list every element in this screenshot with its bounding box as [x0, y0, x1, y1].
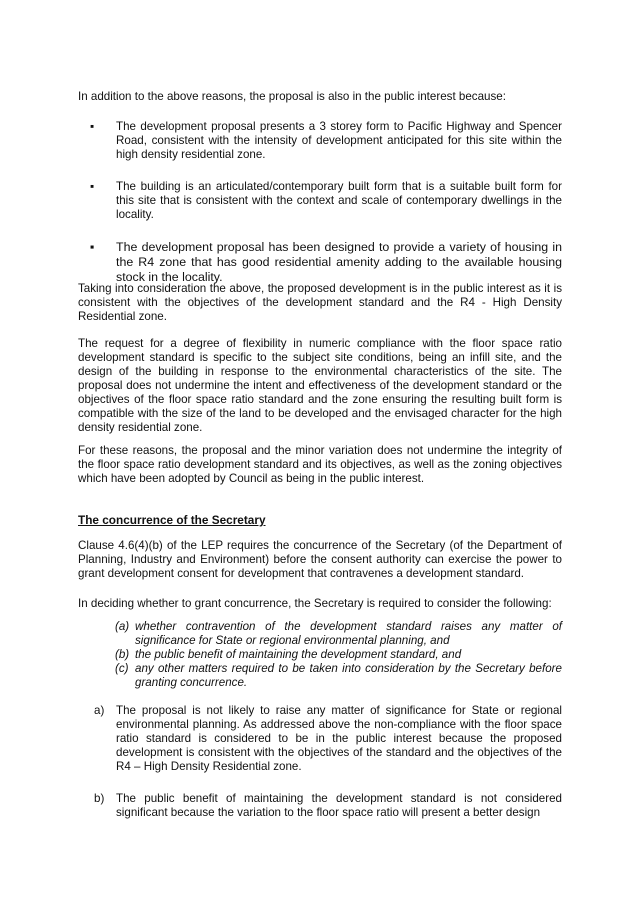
paragraph-flexibility-request: The request for a degree of flexibility in numeric compliance with the floor space ratio development standard is specific to the subject site conditions, being an infill site, and the design of the building in response to the environmental characteristics of the site. The proposal does not undermine the intent and effectiveness of the development standard or the objectives of the floor space ratio standard and the zone ensuring the resulting built form is compatible with the size of the land to be developed and the envisaged character for the high density residential zone.: [78, 337, 562, 434]
square-bullet-icon: ▪: [90, 180, 95, 193]
response-item: [94, 792, 562, 820]
concurrence-criteria-list: [115, 620, 562, 690]
paragraph-concurrence-intro: In deciding whether to grant concurrence, the Secretary is required to consider the following:: [78, 597, 552, 610]
response-list: [94, 704, 562, 820]
section-heading: The concurrence of the Secretary: [78, 513, 266, 527]
criteria-item: [115, 620, 562, 648]
criteria-marker: (a): [115, 620, 130, 633]
bullet-item: [90, 180, 562, 222]
criteria-item: [115, 648, 562, 662]
criteria-text: whether contravention of the development standard raises any matter of significance for State or regional environmental planning, and: [135, 620, 562, 647]
bullet-text: The building is an articulated/contemporary built form that is a suitable built form for this site that is consistent with the context and scale of contemporary dwellings in the locality.: [116, 180, 562, 221]
bullet-text: The development proposal presents a 3 storey form to Pacific Highway and Spencer Road, consistent with the intensity of development anticipated for this site within the high density residential zone.: [116, 120, 562, 161]
public-interest-bullet-list: [90, 120, 562, 303]
square-bullet-icon: ▪: [90, 120, 95, 133]
response-marker: b): [94, 792, 105, 805]
intro-paragraph: In addition to the above reasons, the proposal is also in the public interest because:: [78, 90, 506, 103]
criteria-item: [115, 662, 562, 690]
bullet-item: [90, 240, 562, 285]
bullet-text: The development proposal has been designed to provide a variety of housing in the R4 zone that has good residential amenity adding to the available housing stock in the locality.: [116, 240, 562, 284]
paragraph-integrity: For these reasons, the proposal and the minor variation does not undermine the integrity of the floor space ratio development standard and its objectives, as well as the zoning objectives which have been adopted by Council as being in the public interest.: [78, 444, 562, 485]
paragraph-public-interest-summary: Taking into consideration the above, the proposed development is in the public interest as it is consistent with the objectives of the development standard and the R4 - High Density Residential zone.: [78, 282, 562, 323]
criteria-marker: (c): [115, 662, 129, 675]
criteria-text: the public benefit of maintaining the development standard, and: [135, 648, 462, 661]
square-bullet-icon: ▪: [90, 240, 95, 254]
response-marker: a): [94, 704, 105, 717]
criteria-marker: (b): [115, 648, 130, 661]
response-item: [94, 704, 562, 774]
bullet-item: [90, 120, 562, 162]
paragraph-clause-4-6: Clause 4.6(4)(b) of the LEP requires the concurrence of the Secretary (of the Department of Planning, Industry and Environment) before the consent authority can exercise the power to grant development consent for development that contravenes a development standard.: [78, 539, 562, 580]
response-text: The proposal is not likely to raise any matter of significance for State or regional environmental planning. As addressed above the non-compliance with the floor space ratio standard is considered to be in the public interest because the proposed development is consistent with the objectives of the standard and the objectives of the R4 – High Density Residential zone.: [116, 704, 562, 773]
criteria-text: any other matters required to be taken into consideration by the Secretary before granting concurrence.: [135, 662, 562, 689]
response-text: The public benefit of maintaining the development standard is not considered significant because the variation to the floor space ratio will present a better design: [116, 792, 562, 819]
